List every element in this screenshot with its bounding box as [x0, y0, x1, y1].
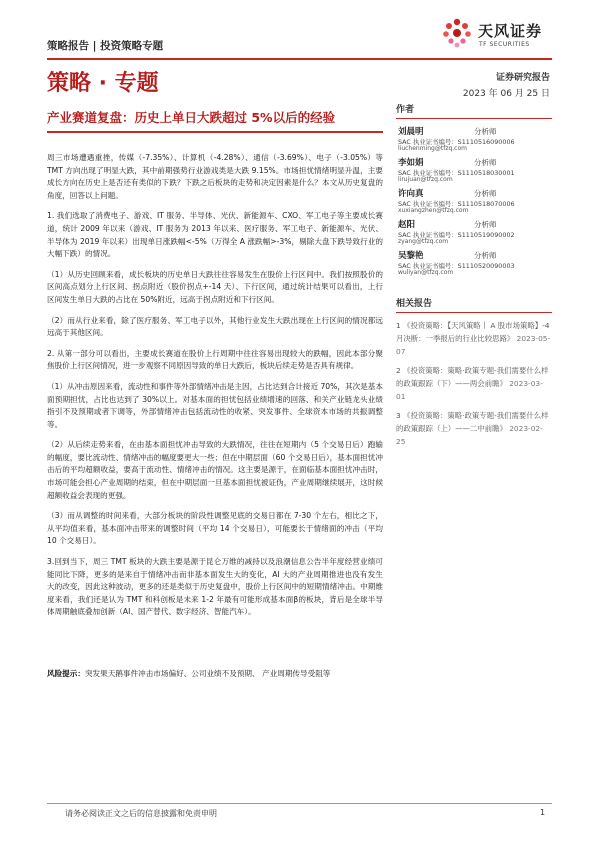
body-paragraph: 3.回到当下，周三 TMT 板块的大跌主要是源于昆仑万维的减持以及浪潮信息公告半年度经营业绩可能同比下降，更多的是来自于情绪冲击而非基本面发生大的变化，AI 大的产业周期推进也没有发生大的改变，因此这种波动，更多的还是类似于历史复盘中，股价上行区间中的短期情绪冲击。中期维度来看，我们还是认为 TMT 和科创板是未来 1-2 年最有可能形成基本面β的板块，背后是全球半导体周期触底叠加创新（AI、国产替代、数字经济、智能汽车）。: [47, 557, 383, 617]
author-cert: SAC 执业证书编号：S1110518070006: [398, 200, 515, 208]
body-paragraph: （2）从后续走势来看，在由基本面担忧冲击导致的大跌情况，往往在短期内（5 个交易日后）跑输的幅度，要比流动性、情绪冲击的幅度要更大一些；但在中期层面（60 个交易日后），基本面担忧冲击后的平均超额收益，要高于流动性、情绪冲击的情况。这主要是源于，在面临基本面担忧冲击时，市场可能会担心产业周期的结束，但在中期层面一旦基本面担忧被证伪，产业周期继续展开，这时候超额收益会表现的更强。: [47, 440, 383, 500]
author-entry: [396, 156, 552, 183]
footer-rule: [47, 803, 552, 804]
author-email[interactable]: wuliyan@tfzq.com: [398, 269, 454, 276]
report-type: 证券研究报告: [495, 73, 550, 83]
author-cert: SAC 执业证书编号：S1110520090003: [398, 262, 515, 270]
related-reports-panel: [396, 296, 552, 454]
related-report-item[interactable]: [396, 364, 552, 403]
logo-icon: [440, 16, 474, 50]
authors-heading: 作者: [396, 102, 552, 119]
related-report-date: 2023-02-25: [396, 424, 543, 446]
author-role: 分析师: [474, 220, 497, 229]
author-entry: [396, 218, 552, 245]
author-cert: SAC 执业证书编号：S1110518030001: [398, 169, 515, 177]
subtitle-rule: [47, 131, 383, 133]
author-role: 分析师: [474, 251, 497, 260]
related-report-title[interactable]: 2 《投资策略：策略·政策专题-我们需要什么样的政策跟踪（下）——两会前瞻》: [396, 366, 549, 388]
related-report-title[interactable]: 3 《投资策略：策略·政策专题-我们需要什么样的政策跟踪（上）——二中前瞻》: [396, 411, 549, 433]
body-paragraph: 2. 从第一部分可以看出，主要成长赛道在股价上行周期中往往容易出现较大的跌幅，因此本部分聚焦股价上行区间情况，进一步观察不同原因导致的单日大跌后，板块后续走势是否具有规律。: [47, 348, 383, 371]
author-cert: SAC 执业证书编号：S1110519090002: [398, 231, 515, 239]
author-name: 许向真: [398, 189, 424, 199]
brand-sub: TF SECURITIES: [479, 41, 530, 48]
related-heading: 相关报告: [396, 296, 552, 313]
author-email[interactable]: lirujuan@tfzq.com: [398, 176, 453, 183]
header-rule: [47, 58, 552, 60]
report-category: 策略报告 | 投资策略专题: [47, 40, 164, 52]
authors-panel: [396, 102, 552, 280]
body-paragraph: 周三市场遭遇重挫，传媒（-7.35%）、计算机（-4.28%）、通信（-3.69%）、电子（-3.05%）等 TMT 方向出现了明显大跌，其中前期强势行业游戏类是大跌 9.15%。市场担忧情绪明显升温，主要成长方向在历史上是否还有类似的下跌？下跌之后板块的走势和决定因素是什么？本文从历史复盘的角度，回答以上问题。: [47, 153, 383, 200]
author-name: 吴黎艳: [398, 251, 424, 261]
report-subtitle: 产业赛道复盘：历史上单日大跌超过 5%以后的经验: [47, 110, 336, 125]
author-cert: SAC 执业证书编号：S1110516090006: [398, 138, 515, 146]
body-paragraph: （2）而从行业来看，除了医疗服务、军工电子以外，其他行业发生大跌出现在上行区间的情况都远远高于其他区间。: [47, 315, 383, 338]
risk-warning: [47, 668, 383, 681]
page-title: 策略 · 专题: [47, 71, 159, 96]
related-report-item[interactable]: [396, 409, 552, 448]
risk-text: 突发果天鹅事件冲击市场偏好、公司业绩不及预期、 产业周期传导受阻等: [84, 669, 331, 678]
author-entry: [396, 125, 552, 152]
author-email[interactable]: zyang@tfzq.com: [398, 238, 449, 245]
related-report-item[interactable]: [396, 319, 552, 358]
author-entry: [396, 249, 552, 276]
author-email[interactable]: liuchenming@tfzq.com: [398, 145, 467, 152]
related-report-date: 2023-03-01: [396, 379, 543, 401]
body-paragraph: （1）从冲击原因来看，流动性和事件等外部情绪冲击是主因，占比达到合计接近 70%，其次是基本面预期担忧，占比也达到了 30%以上。对基本面的担忧包括业绩增速的回落、和关产业链龙头业绩指引不及预期或者下调等，外部情绪冲击包括流动性的收紧、突发事件、全球资本市场的共振调整等。: [47, 381, 383, 429]
related-report-title[interactable]: 1 《投资策略：【天风策略丨 A 股市场策略】-4 月决断：一季报后的行业比较思路》: [396, 321, 550, 343]
body-paragraph: 1. 我们选取了消费电子、游戏、IT 服务、半导体、光伏、新能源车、CXO、军工电子等主要成长赛道，统计 2009 年以来（游戏、IT 服务为 2013 年以来、医疗服务、军工电子、新能源车、光伏、半导体为 2019 年以来）出现单日涨跌幅<-5%（万得全 A 涨跌幅>-3%，剔除大盘下跌导致行业的大幅下跌）的情况。: [47, 211, 383, 259]
risk-label: 风险提示：: [47, 669, 85, 678]
report-body: [47, 152, 383, 627]
author-name: 刘晨明: [398, 127, 424, 137]
related-report-date: 2023-05-07: [396, 334, 551, 356]
footer-disclaimer: 请务必阅读正文之后的信息披露和免责申明: [65, 809, 217, 818]
page-number: 1: [540, 808, 546, 817]
author-role: 分析师: [474, 189, 497, 198]
author-email[interactable]: xuxiangzhen@tfzq.com: [398, 207, 469, 214]
author-entry: [396, 187, 552, 214]
author-name: 李如娟: [398, 158, 424, 168]
report-date: 2023 年 06 月 25 日: [462, 89, 550, 99]
body-paragraph: （1）从历史回顾来看，成长板块的历史单日大跌往往容易发生在股价上行区间中。我们按照股价的区间高点划分上行区间、拐点附近（股价拐点+-14 天）、下行区间，通过统计结果可以看出，上行区间发生单日大跌的占比在 50%附近，远高于拐点附近和下行区间。: [47, 269, 383, 304]
body-paragraph: （3）而从调整的时间来看，大部分板块的阶段性调整见底的交易日都在 7-30 个左右，相比之下，从平均值来看，基本面冲击带来的调整时间（平均 14 个交易日），可能要长于情绪面的冲击（平均 10 个交易日）。: [47, 511, 383, 546]
brand-name: 天风证券: [478, 22, 543, 40]
author-role: 分析师: [474, 158, 497, 167]
author-name: 赵阳: [398, 220, 416, 230]
author-role: 分析师: [474, 127, 497, 136]
brand-logo: [440, 14, 560, 52]
